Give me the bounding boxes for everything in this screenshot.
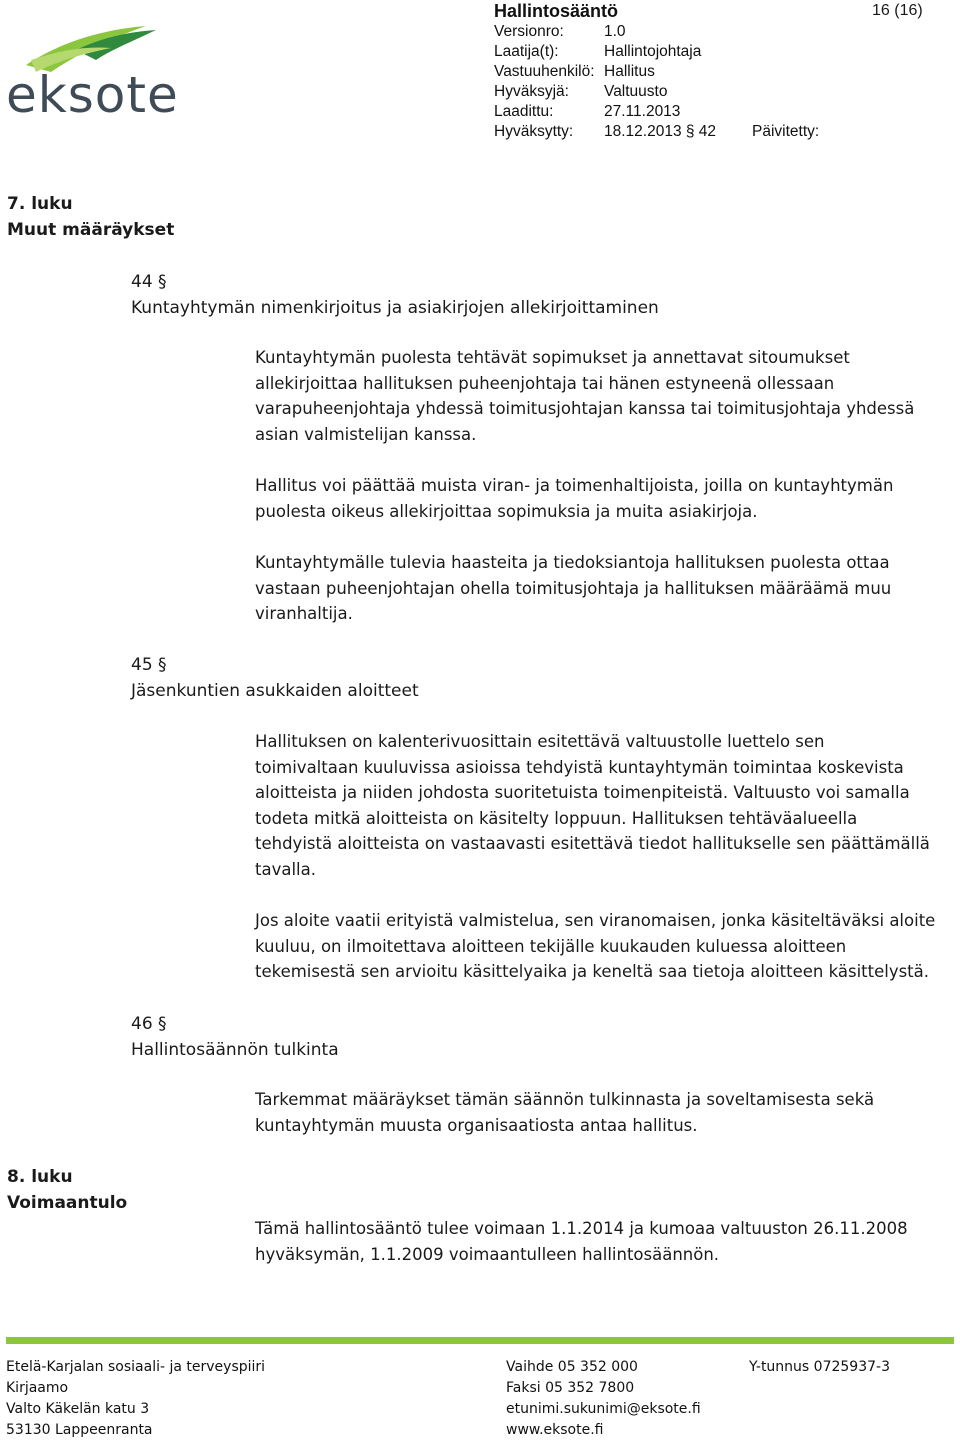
- text-line: tavalla.: [255, 859, 316, 879]
- footer-website[interactable]: www.eksote.fi: [506, 1422, 604, 1438]
- meta-value: 18.12.2013 § 42: [604, 123, 717, 140]
- paragraph: [255, 1087, 955, 1138]
- text-line: Jos aloite vaatii erityistä valmistelua, sen viranomaisen, jonka käsiteltäväksi aloite: [255, 911, 936, 930]
- chapter-heading: [7, 191, 174, 243]
- paragraph: [255, 345, 955, 447]
- chapter-title: Voimaantulo: [7, 1193, 128, 1213]
- meta-value: Hallitus: [604, 63, 655, 80]
- footer-email[interactable]: etunimi.sukunimi@eksote.fi: [506, 1401, 701, 1417]
- text-line: aloitteista ja niiden johdosta suoritetuista toimenpiteistä. Valtuusto voi samalla: [255, 783, 910, 802]
- chapter-number: 7. luku: [7, 194, 73, 214]
- chapter-number: 8. luku: [7, 1167, 73, 1187]
- meta-row: [494, 102, 819, 122]
- text-line: kuuluu, on ilmoitettava aloitteen tekijälle kuukauden kuluessa aloitteen: [255, 936, 847, 956]
- section-title: Jäsenkuntien asukkaiden aloitteet: [131, 681, 419, 701]
- meta-updated-label: Päivitetty:: [752, 123, 820, 140]
- logo-wordmark: eksote: [6, 66, 179, 124]
- document-title: Hallintosääntö: [494, 1, 619, 21]
- text-line: puolesta oikeus allekirjoittaa sopimuksia ja muita asiakirjoja.: [255, 501, 758, 521]
- meta-row: [494, 122, 819, 142]
- text-line: todeta mitkä aloitteista on käsitelty loppuun. Hallituksen tehtäväalueella: [255, 808, 858, 828]
- meta-value: 1.0: [604, 23, 626, 40]
- meta-value: Hallintojohtaja: [604, 43, 702, 60]
- paragraph: [255, 550, 955, 627]
- meta-row: [494, 82, 819, 102]
- chapter-heading: [7, 1164, 127, 1216]
- chapter-title: Muut määräykset: [7, 220, 175, 240]
- footer-phone: Vaihde 05 352 000: [506, 1359, 638, 1375]
- text-line: asian valmistelijan kanssa.: [255, 424, 477, 444]
- text-line: Tämä hallintosääntö tulee voimaan 1.1.2014 ja kumoaa valtuuston 26.11.2008: [255, 1219, 908, 1238]
- paragraph: [255, 729, 955, 882]
- meta-row: [494, 62, 819, 82]
- footer-line: Etelä-Karjalan sosiaali- ja terveyspiiri: [6, 1359, 266, 1375]
- footer-line: Y-tunnus 0725937-3: [749, 1359, 890, 1375]
- section-heading: [131, 269, 659, 321]
- footer-contact: [506, 1357, 701, 1441]
- footer-fax: Faksi 05 352 7800: [506, 1380, 635, 1396]
- section-number: 46 §: [131, 1014, 167, 1034]
- meta-label: Laatija(t):: [494, 43, 559, 60]
- meta-label: Hyväksytty:: [494, 123, 574, 140]
- footer-address: [6, 1357, 265, 1441]
- meta-label: Versionro:: [494, 23, 564, 40]
- paragraph: [255, 1216, 955, 1267]
- text-line: viranhaltija.: [255, 604, 353, 623]
- footer-line: 53130 Lappeenranta: [6, 1422, 153, 1438]
- section-number: 44 §: [131, 272, 167, 292]
- text-line: toimivaltaan kuuluvissa asioissa tehdyistä kuntayhtymän toimintaa koskevista: [255, 757, 904, 777]
- meta-row: [494, 22, 819, 42]
- footer-line: Valto Käkelän katu 3: [6, 1401, 150, 1417]
- paragraph: [255, 473, 955, 524]
- document-metadata: [494, 0, 819, 142]
- section-heading: [131, 652, 419, 704]
- text-line: Hallitus voi päättää muista viran- ja toimenhaltijoista, joilla on kuntayhtymän: [255, 476, 894, 495]
- section-number: 45 §: [131, 655, 167, 675]
- section-title: Kuntayhtymän nimenkirjoitus ja asiakirjojen allekirjoittaminen: [131, 298, 659, 318]
- text-line: Hallituksen on kalenterivuosittain esitettävä valtuustolle luettelo sen: [255, 732, 825, 751]
- footer-line: Kirjaamo: [6, 1380, 69, 1396]
- page-number: 16 (16): [872, 2, 923, 19]
- paragraph: [255, 908, 955, 985]
- eksote-logo: [6, 20, 179, 124]
- text-line: vastaan puheenjohtajan ohella toimitusjohtaja ja hallituksen määräämä muu: [255, 578, 892, 598]
- text-line: allekirjoittaa hallituksen puheenjohtaja tai hänen estyneenä ollessaan: [255, 373, 835, 393]
- text-line: Kuntayhtymälle tulevia haasteita ja tiedoksiantoja hallituksen puolesta ottaa: [255, 553, 890, 572]
- text-line: varapuheenjohtaja yhdessä toimitusjohtajan kanssa tai toimitusjohtaja yhdessä: [255, 399, 915, 418]
- meta-label: Laadittu:: [494, 103, 554, 120]
- meta-value: Valtuusto: [604, 83, 668, 100]
- text-line: tekemisestä sen arvioitu käsittelyaika ja keneltä saa tietoja aloitteen käsittelystä.: [255, 962, 930, 981]
- section-title: Hallintosäännön tulkinta: [131, 1040, 339, 1060]
- footer-divider: [6, 1337, 954, 1344]
- text-line: Kuntayhtymän puolesta tehtävät sopimukset ja annettavat sitoumukset: [255, 348, 850, 367]
- meta-label: Hyväksyjä:: [494, 83, 569, 100]
- text-line: kuntayhtymän muusta organisaatiosta antaa hallitus.: [255, 1115, 698, 1135]
- text-line: hyväksymän, 1.1.2009 voimaantulleen hallintosäännön.: [255, 1244, 720, 1264]
- text-line: tehdyistä aloitteista on vastaavasti esitettävä tiedot hallitukselle sen päättämällä: [255, 834, 930, 853]
- meta-label: Vastuuhenkilö:: [494, 63, 595, 80]
- meta-row: [494, 42, 819, 62]
- meta-value: 27.11.2013: [604, 103, 681, 120]
- footer-business-id: [749, 1357, 890, 1378]
- section-heading: [131, 1011, 339, 1063]
- text-line: Tarkemmat määräykset tämän säännön tulkinnasta ja soveltamisesta sekä: [255, 1090, 875, 1109]
